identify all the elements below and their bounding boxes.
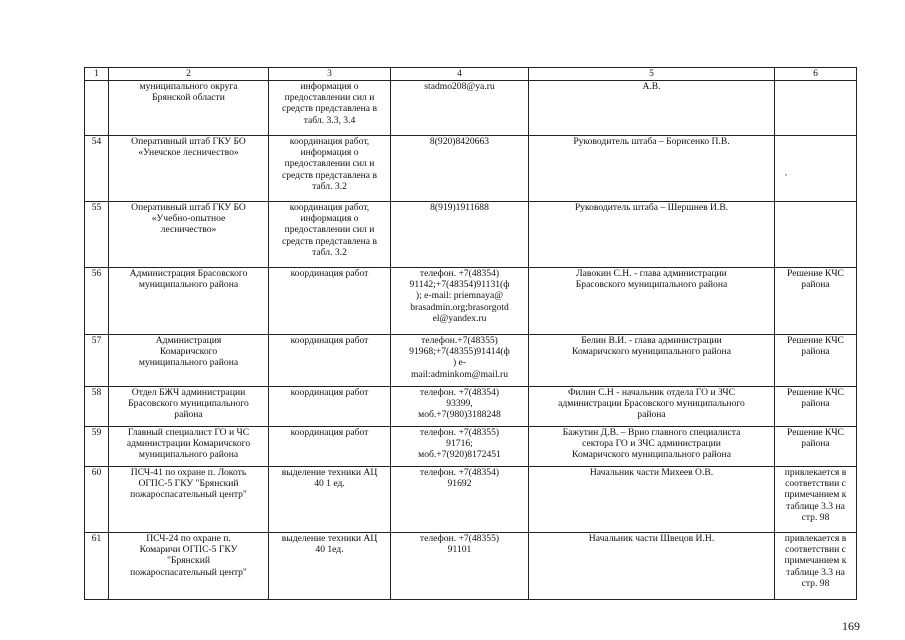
note-cell bbox=[775, 81, 857, 136]
note-cell: привлекается в соответствии с примечанием к таблице 3.3 на стр. 98 bbox=[775, 467, 857, 533]
head-cell: А.В. bbox=[529, 81, 775, 136]
note-cell: Решение КЧС района bbox=[775, 335, 857, 387]
table-row bbox=[85, 427, 857, 467]
header-cell-3: 3 bbox=[269, 68, 391, 81]
function-cell: выделение техники АЦ 40 1 ед. bbox=[269, 467, 391, 533]
head-cell: Начальник части Михеев О.В. bbox=[529, 467, 775, 533]
function-cell: координация работ bbox=[269, 427, 391, 467]
organization-cell: ПСЧ-24 по охране п. Комаричи ОГПС-5 ГКУ "Брянский пожароспасательный центр" bbox=[109, 533, 269, 600]
head-cell: Бажутин Д.В. – Врио главного специалиста сектора ГО и ЗЧС администрации Комаричского муниципального района bbox=[529, 427, 775, 467]
function-cell: координация работ bbox=[269, 268, 391, 335]
header-cell-2: 2 bbox=[109, 68, 269, 81]
contact-cell: stadmo208@ya.ru bbox=[391, 81, 529, 136]
note-cell bbox=[775, 202, 857, 268]
contact-cell: телефон. +7(48355) 91716; моб.+7(920)8172451 bbox=[391, 427, 529, 467]
organization-cell: Оперативный штаб ГКУ БО «Унечское лесничество» bbox=[109, 136, 269, 202]
header-cell-6: 6 bbox=[775, 68, 857, 81]
contact-cell: телефон. +7(48355) 91101 bbox=[391, 533, 529, 600]
table-header-row bbox=[85, 68, 857, 81]
function-cell: координация работ, информация о предоставлении сил и средств представлена в табл. 3.2 bbox=[269, 202, 391, 268]
contact-cell: 8(920)8420663 bbox=[391, 136, 529, 202]
table-row bbox=[85, 268, 857, 335]
note-cell: Решение КЧС района bbox=[775, 268, 857, 335]
head-cell: Руководитель штаба – Шершнев И.В. bbox=[529, 202, 775, 268]
note-cell: Решение КЧС района bbox=[775, 387, 857, 427]
note-cell: Решение КЧС района bbox=[775, 427, 857, 467]
header-cell-5: 5 bbox=[529, 68, 775, 81]
organization-cell: ПСЧ-41 по охране п. Локоть ОГПС-5 ГКУ "Брянский пожароспасательный центр" bbox=[109, 467, 269, 533]
head-cell: Начальник части Швецов И.Н. bbox=[529, 533, 775, 600]
header-cell-4: 4 bbox=[391, 68, 529, 81]
organization-cell: Администрация Комаричского муниципального района bbox=[109, 335, 269, 387]
head-cell: Лавокин С.Н. - глава администрации Брасовского муниципального района bbox=[529, 268, 775, 335]
function-cell: координация работ bbox=[269, 335, 391, 387]
head-cell: Руководитель штаба – Борисенко П.В. bbox=[529, 136, 775, 202]
row-number: 55 bbox=[85, 202, 109, 268]
note-cell: привлекается в соответствии с примечанием к таблице 3.3 на стр. 98 bbox=[775, 533, 857, 600]
contact-cell: телефон. +7(48354) 91142;+7(48354)91131(ф ); e-mail: priemnaya@ brasadmin.org;brasorgotd el@yandex.ru bbox=[391, 268, 529, 335]
row-number: 54 bbox=[85, 136, 109, 202]
row-number: 59 bbox=[85, 427, 109, 467]
contact-cell: телефон.+7(48355) 91968;+7(48355)91414(ф ) e- mail:adminkom@mail.ru bbox=[391, 335, 529, 387]
function-cell: выделение техники АЦ 40 1ед. bbox=[269, 533, 391, 600]
organization-cell: муниципального округа Брянской области bbox=[109, 81, 269, 136]
head-cell: Филин С.Н - начальник отдела ГО и ЗЧС администрации Брасовского муниципального района bbox=[529, 387, 775, 427]
function-cell: информация о предоставлении сил и средств представлена в табл. 3.3, 3.4 bbox=[269, 81, 391, 136]
row-number bbox=[85, 81, 109, 136]
function-cell: координация работ bbox=[269, 387, 391, 427]
resource-table bbox=[84, 67, 857, 600]
organization-cell: Главный специалист ГО и ЧС администрации Комаричского муниципального района bbox=[109, 427, 269, 467]
table-row bbox=[85, 335, 857, 387]
contact-cell: телефон. +7(48354) 91692 bbox=[391, 467, 529, 533]
organization-cell: Администрация Брасовского муниципального района bbox=[109, 268, 269, 335]
row-number: 57 bbox=[85, 335, 109, 387]
table-row bbox=[85, 387, 857, 427]
header-cell-1: 1 bbox=[85, 68, 109, 81]
table-row bbox=[85, 533, 857, 600]
table-row bbox=[85, 81, 857, 136]
function-cell: координация работ, информация о предоставлении сил и средств представлена в табл. 3.2 bbox=[269, 136, 391, 202]
table-row bbox=[85, 202, 857, 268]
row-number: 58 bbox=[85, 387, 109, 427]
table-row bbox=[85, 136, 857, 202]
head-cell: Белин В.И. - глава администрации Комаричского муниципального района bbox=[529, 335, 775, 387]
organization-cell: Отдел БЖЧ администрации Брасовского муниципального района bbox=[109, 387, 269, 427]
table-row bbox=[85, 467, 857, 533]
row-number: 56 bbox=[85, 268, 109, 335]
page-number: 169 bbox=[842, 619, 860, 633]
contact-cell: телефон. +7(48354) 93399, моб.+7(980)3188248 bbox=[391, 387, 529, 427]
contact-cell: 8(919)1911688 bbox=[391, 202, 529, 268]
row-number: 60 bbox=[85, 467, 109, 533]
row-number: 61 bbox=[85, 533, 109, 600]
organization-cell: Оперативный штаб ГКУ БО «Учебно-опытное лесничество» bbox=[109, 202, 269, 268]
scan-mark: , bbox=[785, 168, 787, 177]
